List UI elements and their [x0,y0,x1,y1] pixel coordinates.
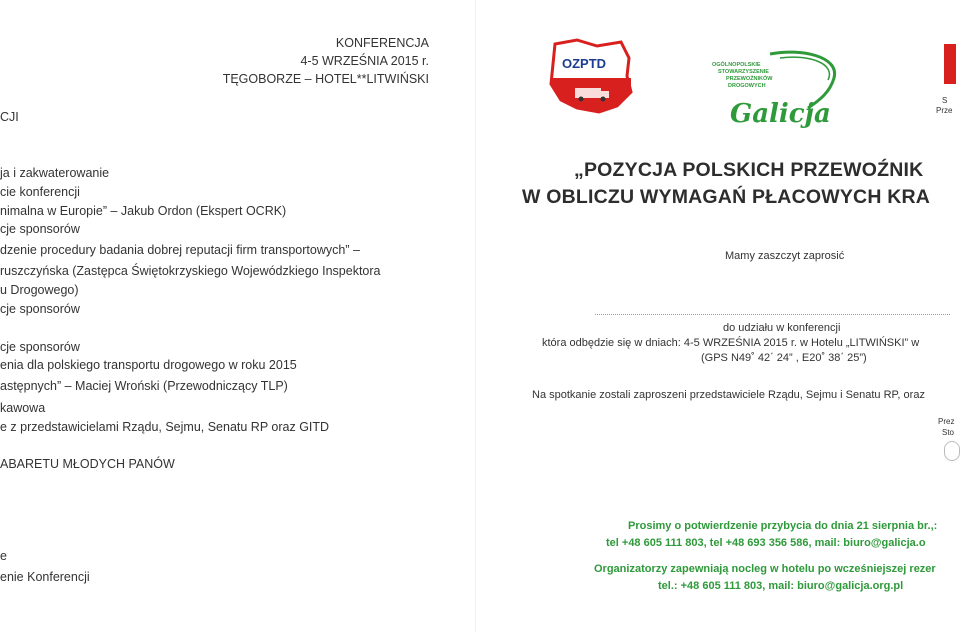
galicja-logo [710,48,845,128]
guest-name-line [595,314,950,315]
accommodation-line: Organizatorzy zapewniają nocleg w hotelu po wcześniejszej rezer [594,563,936,575]
program-item: e [0,549,7,563]
conference-label: KONFERENCJA [335,36,429,50]
signature-label: Prez [938,417,955,426]
galicja-logo-line: DROGOWYCH [728,83,766,89]
invite-line: do udziału w konferencji [723,322,841,334]
conference-dates: 4-5 WRZEŚNIA 2015 r. [300,54,429,68]
program-item: astępnych” – Maciej Wroński (Przewodniczący TLP) [0,379,288,393]
program-item: ja i zakwaterowanie [0,166,110,180]
program-item: ruszczyńska (Zastępca Świętokrzyskiego Wojewódzkiego Inspektora [0,264,381,278]
program-item: enie Konferencji [0,570,90,584]
galicja-logo-line: PRZEWOŹNIKÓW [726,76,773,82]
program-item: dzenie procedury badania dobrej reputacji firm transportowych” – [0,243,360,257]
partner-logo-caption: S [942,96,948,105]
invite-line: która odbędzie się w dniach: 4-5 WRZEŚNIA 2015 r. w Hotelu „LITWIŃSKI” w [542,337,920,349]
galicja-logo-line: OGÓLNOPOLSKIE [712,62,761,68]
gps-coordinates: (GPS N49˚ 42΄ 24” , E20˚ 38΄ 25”) [701,352,867,364]
invitation-title-line1: „POZYCJA POLSKICH PRZEWOŹNIK [574,159,924,181]
program-item: cje sponsorów [0,340,80,354]
program-item: e z przedstawicielami Rządu, Sejmu, Senatu RP oraz GITD [0,420,330,434]
accommodation-contact: tel.: +48 605 111 803, mail: biuro@galicja.org.pl [658,580,904,592]
galicja-logo-line: STOWARZYSZENIE [718,69,769,75]
program-item: kawowa [0,401,46,415]
program-item: u Drogowego) [0,283,79,297]
rsvp-contact: tel +48 605 111 803, tel +48 693 356 586, mail: biuro@galicja.o [606,537,926,549]
partner-logo-caption: Prze [936,106,953,115]
program-page [0,0,475,632]
invite-line: Na spotkanie zostali zaproszeni przedstawiciele Rządu, Sejmu i Senatu RP, oraz [532,389,925,401]
program-item: nimalna w Europie” – Jakub Ordon (Ekspert OCRK) [0,204,287,218]
program-item: ABARETU MŁODYCH PANÓW [0,457,175,471]
program-item: enia dla polskiego transportu drogowego w roku 2015 [0,358,297,372]
invite-text: Mamy zaszczyt zaprosić [725,250,845,262]
program-item: cje sponsorów [0,302,80,316]
program-heading: CJI [0,110,19,124]
program-item: cie konferencji [0,185,80,199]
invitation-page [475,0,955,632]
ozptd-logo [547,36,635,116]
conference-venue: TĘGOBORZE – HOTEL**LITWIŃSKI [222,72,429,86]
partner-logo [944,44,956,84]
program-item: cje sponsorów [0,222,80,236]
ozptd-logo-text: OZPTD [562,56,607,71]
galicja-logo-name: Galicja [730,99,831,129]
invitation-title-line2: W OBLICZU WYMAGAŃ PŁACOWYCH KRA [522,186,931,208]
rsvp-line: Prosimy o potwierdzenie przybycia do dnia 21 sierpnia br.,: [628,520,938,532]
signature-label: Sto [942,428,955,437]
stamp-mark [944,441,960,461]
